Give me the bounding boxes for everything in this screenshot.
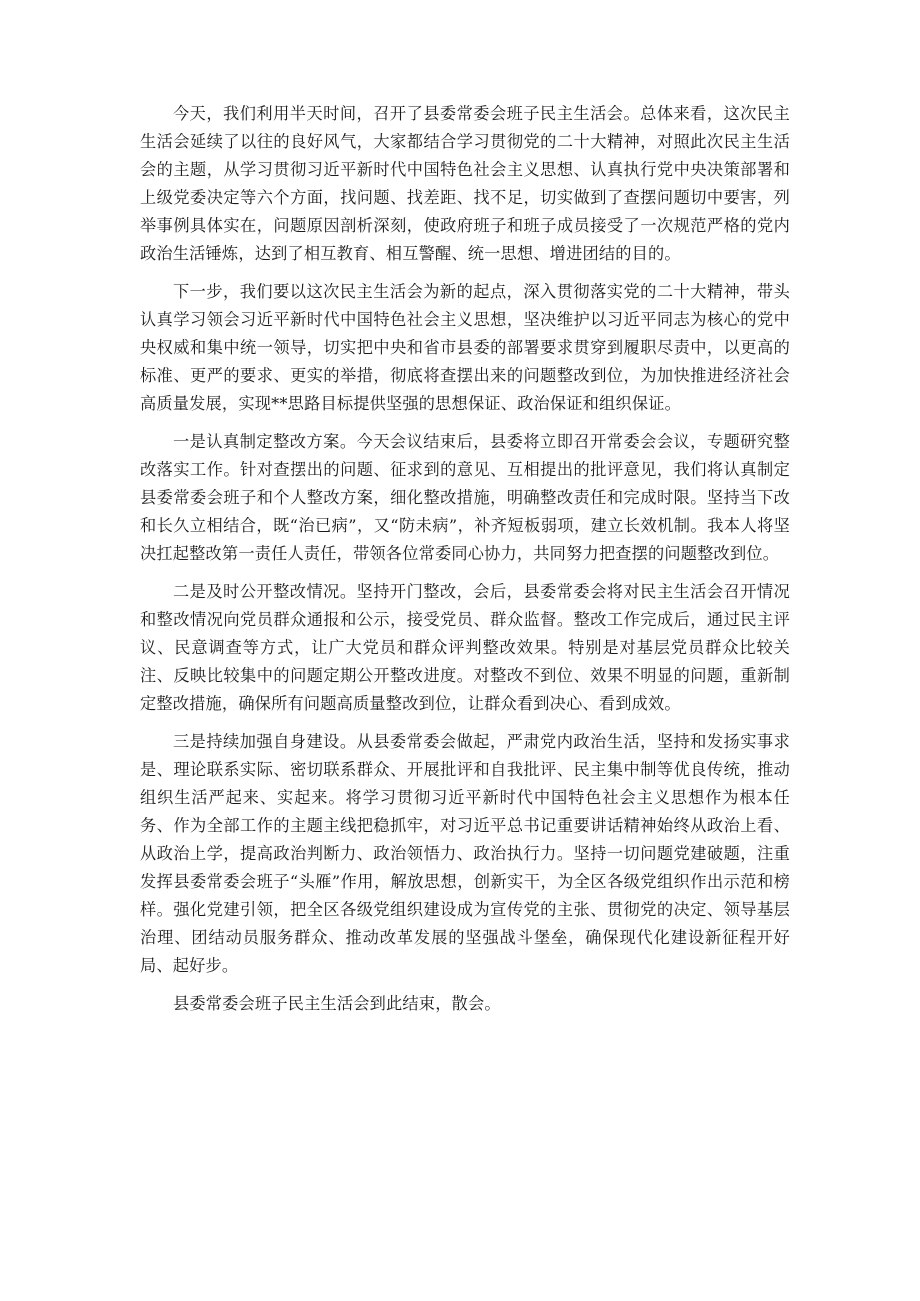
document-body [140, 100, 790, 1028]
paragraph-2: 下一步，我们要以这次民主生活会为新的起点，深入贯彻落实党的二十大精神，带头认真学习领会习近平新时代中国特色社会主义思想，坚决维护以习近平同志为核心的党中央权威和集中统一领导，切实把中央和省市县委的部署要求贯穿到履职尽责中，以更高的标准、更严的要求、更实的举措，彻底将查摆出来的问题整改到位，为加快推进经济社会高质量发展，实现**思路目标提供坚强的思想保证、政治保证和组织保证。 [140, 282, 790, 413]
paragraph-6: 县委常委会班子民主生活会到此结束，散会。 [173, 994, 501, 1013]
paragraph-4: 二是及时公开整改情况。坚持开门整改，会后，县委常委会将对民主生活会召开情况和整改情况向党员群众通报和公示，接受党员、群众监督。整改工作完成后，通过民主评议、民意调查等方式，让广大党员和群众评判整改效果。特别是对基层党员群众比较关注、反映比较集中的问题定期公开整改进度。对整改不到位、效果不明显的问题，重新制定整改措施，确保所有问题高质量整改到位，让群众看到决心、看到成效。 [140, 582, 790, 713]
paragraph-3: 一是认真制定整改方案。今天会议结束后，县委将立即召开常委会会议，专题研究整改落实工作。针对查摆出的问题、征求到的意见、互相提出的批评意见，我们将认真制定县委常委会班子和个人整改方案，细化整改措施，明确整改责任和完成时限。坚持当下改和长久立相结合，既“治已病”，又“防未病”，补齐短板弱项，建立长效机制。我本人将坚决扛起整改第一责任人责任，带领各位常委同心协力，共同努力把查摆的问题整改到位。 [140, 432, 790, 563]
paragraph-5: 三是持续加强自身建设。从县委常委会做起，严肃党内政治生活，坚持和发扬实事求是、理论联系实际、密切联系群众、开展批评和自我批评、民主集中制等优良传统，推动组织生活严起来、实起来。将学习贯彻习近平新时代中国特色社会主义思想作为根本任务、作为全部工作的主题主线把稳抓牢，对习近平总书记重要讲话精神始终从政治上看、从政治上学，提高政治判断力、政治领悟力、政治执行力。坚持一切问题党建破题，注重发挥县委常委会班子“头雁”作用，解放思想，创新实干，为全区各级党组织作出示范和榜样。强化党建引领，把全区各级党组织建设成为宣传党的主张、贯彻党的决定、领导基层治理、团结动员服务群众、推动改革发展的坚强战斗堡垒，确保现代化建设新征程开好局、起好步。 [140, 732, 790, 975]
paragraph-1: 今天，我们利用半天时间，召开了县委常委会班子民主生活会。总体来看，这次民主生活会延续了以往的良好风气，大家都结合学习贯彻党的二十大精神，对照此次民主生活会的主题，从学习贯彻习近平新时代中国特色社会主义思想、认真执行党中央决策部署和上级党委决定等六个方面，找问题、找差距、找不足，切实做到了查摆问题切中要害，列举事例具体实在，问题原因剖析深刻，使政府班子和班子成员接受了一次规范严格的党内政治生活锤炼，达到了相互教育、相互警醒、统一思想、增进团结的目的。 [140, 104, 790, 263]
